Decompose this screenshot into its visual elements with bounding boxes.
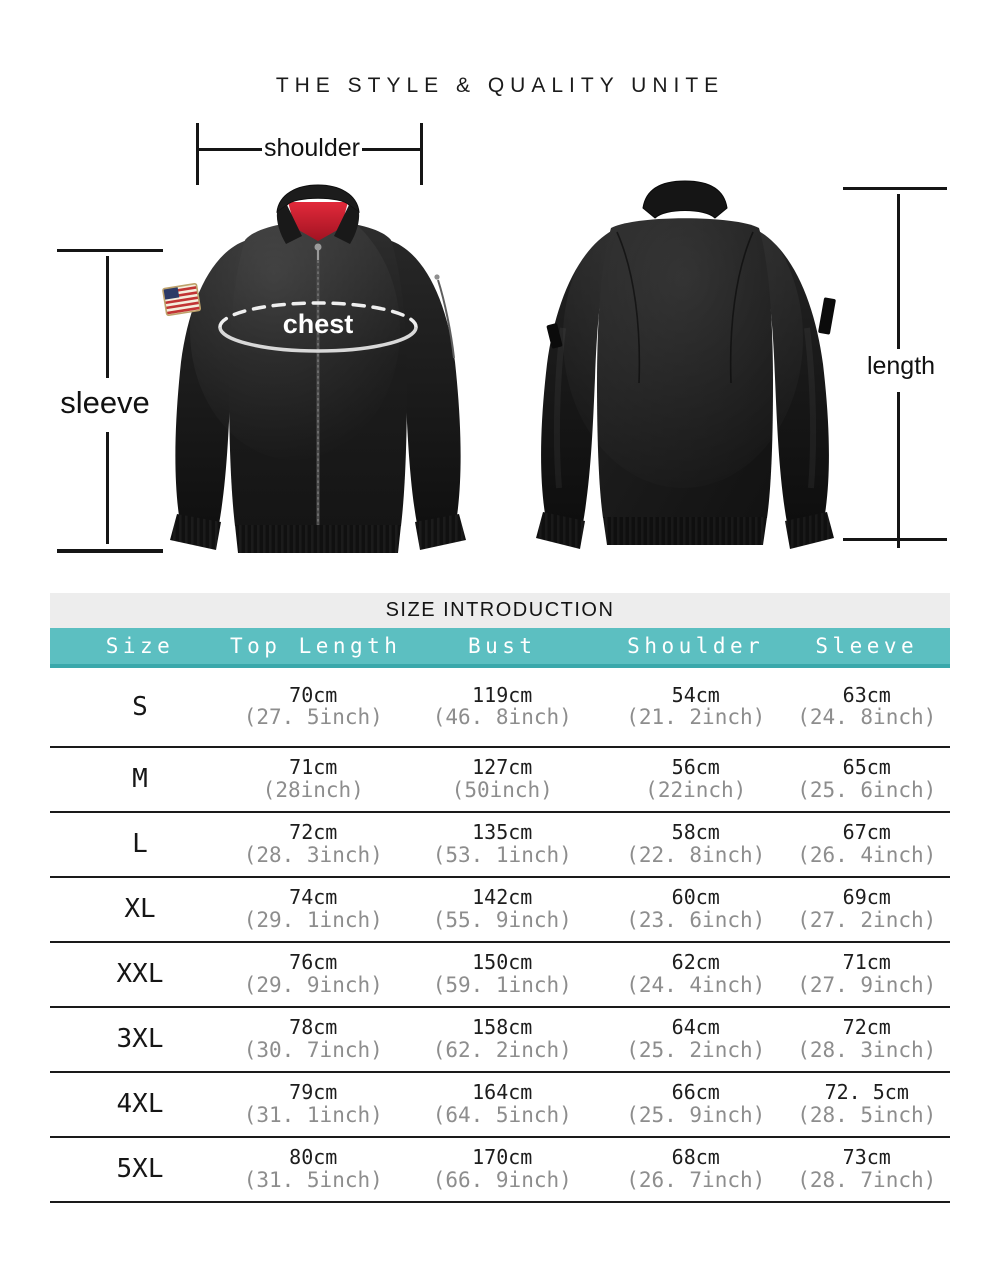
cm-value: 135cm [472,820,533,845]
top-length-cell [230,887,397,931]
shoulder-cell [608,1017,784,1061]
bomber-jacket-back-image [515,178,850,563]
size-label: 4XL [116,1089,164,1120]
bust-cell [397,1082,609,1126]
bust-cell [397,887,609,931]
cm-value: 66cm [671,1080,720,1105]
sleeve-cell [784,952,951,996]
inch-value: (26. 4inch) [797,842,937,867]
cm-value: 63cm [842,682,891,707]
table-row-l [50,813,950,878]
inch-value: (64. 5inch) [432,1102,572,1127]
shoulder-cell [608,682,784,730]
inch-value: (46. 8inch) [432,705,572,730]
sleeve-cell [784,1082,951,1126]
size-label: L [132,829,148,860]
cm-value: 158cm [472,1015,533,1040]
col-header-size: Size [105,634,175,658]
col-header-sleeve: Sleeve [815,634,919,658]
sleeve-bracket-top-cap [57,249,163,252]
cm-value: 119cm [472,682,533,707]
back-fabric-sheen [563,188,803,488]
table-row-5xl [50,1138,950,1203]
cm-value: 74cm [289,885,338,910]
sleeve-bracket-bottom-cap [57,549,163,553]
size-label: 5XL [116,1154,164,1185]
bust-cell [397,952,609,996]
size-label: S [132,691,148,722]
sleeve-cell [784,822,951,866]
inch-value: (24. 4inch) [626,972,766,997]
cm-value: 76cm [289,950,338,975]
inch-value: (53. 1inch) [432,842,572,867]
page-title: THE STYLE & QUALITY UNITE [275,74,725,97]
inch-value: (28. 3inch) [243,842,383,867]
chest-measure-label: chest [282,309,354,339]
cm-value: 64cm [671,1015,720,1040]
bust-cell [397,757,609,801]
inch-value: (25. 6inch) [797,777,937,802]
cm-value: 80cm [289,1145,338,1170]
length-bracket-line-upper [897,194,900,349]
usa-flag-patch-icon [163,284,201,316]
shoulder-bracket-right-tick [420,123,423,185]
table-row-xl [50,878,950,943]
table-row-s [50,668,950,748]
cm-value: 150cm [472,950,533,975]
inch-value: (28. 7inch) [797,1167,937,1192]
table-row-3xl [50,1008,950,1073]
shoulder-cell [608,822,784,866]
inch-value: (31. 5inch) [243,1167,383,1192]
top-length-cell [230,1017,397,1061]
top-length-cell [230,952,397,996]
inch-value: (25. 2inch) [626,1037,766,1062]
shoulder-cell [608,887,784,931]
cm-value: 71cm [842,950,891,975]
right-sleeve-patch [818,297,836,335]
bust-cell [397,1017,609,1061]
size-table-title: SIZE INTRODUCTION [50,593,950,628]
length-bracket-top-cap [843,187,947,190]
sleeve-zipper-pull [434,274,439,279]
shoulder-cell [608,1147,784,1191]
cm-value: 127cm [472,755,533,780]
top-length-cell [230,682,397,730]
cm-value: 65cm [842,755,891,780]
cm-value: 69cm [842,885,891,910]
inch-value: (31. 1inch) [243,1102,383,1127]
bomber-jacket-front-image [155,180,485,570]
table-row-4xl [50,1073,950,1138]
top-length-cell [230,822,397,866]
cm-value: 56cm [671,755,720,780]
cm-value: 164cm [472,1080,533,1105]
bust-cell [397,682,609,730]
cm-value: 62cm [671,950,720,975]
size-label: 3XL [116,1024,164,1055]
inch-value: (62. 2inch) [432,1037,572,1062]
size-label: M [132,764,148,795]
length-bracket-line-lower [897,392,900,548]
zipper-pull [315,244,322,251]
inch-value: (23. 6inch) [626,907,766,932]
bust-cell [397,1147,609,1191]
sleeve-bracket-line-lower [106,432,109,544]
top-length-cell [230,757,397,801]
inch-value: (66. 9inch) [432,1167,572,1192]
shoulder-cell [608,952,784,996]
back-hem-band [603,517,767,545]
shoulder-bracket-left-tick [196,123,199,185]
table-row-xxl [50,943,950,1008]
cm-value: 170cm [472,1145,533,1170]
top-length-cell [230,1082,397,1126]
cm-value: 58cm [671,820,720,845]
inch-value: (30. 7inch) [243,1037,383,1062]
col-header-bust: Bust [467,634,537,658]
cm-value: 72cm [842,1015,891,1040]
cm-value: 54cm [671,682,720,707]
inch-value: (29. 9inch) [243,972,383,997]
cm-value: 72. 5cm [824,1080,909,1105]
cm-value: 142cm [472,885,533,910]
size-label: XL [124,894,156,925]
inch-value: (28. 3inch) [797,1037,937,1062]
sleeve-cell [784,757,951,801]
shoulder-cell [608,757,784,801]
cm-value: 60cm [671,885,720,910]
bust-cell [397,822,609,866]
inch-value: (27. 2inch) [797,907,937,932]
inch-value: (22. 8inch) [626,842,766,867]
length-measure-label: length [866,352,936,380]
sleeve-bracket-line-upper [106,256,109,378]
inch-value: (25. 9inch) [626,1102,766,1127]
sleeve-cell [784,887,951,931]
length-bracket-bottom-cap [843,538,947,541]
inch-value: (22inch) [645,777,747,802]
inch-value: (24. 8inch) [797,705,937,730]
cm-value: 78cm [289,1015,338,1040]
inch-value: (29. 1inch) [243,907,383,932]
inch-value: (26. 7inch) [626,1167,766,1192]
col-header-top-length: Top Length [230,634,402,658]
cm-value: 70cm [289,682,338,707]
top-length-cell [230,1147,397,1191]
inch-value: (50inch) [451,777,553,802]
shoulder-measure-label: shoulder [264,134,360,162]
cm-value: 68cm [671,1145,720,1170]
inch-value: (59. 1inch) [432,972,572,997]
inch-value: (27. 9inch) [797,972,937,997]
col-header-shoulder: Shoulder [627,634,765,658]
sleeve-measure-label: sleeve [60,385,150,420]
shoulder-cell [608,1082,784,1126]
size-table [50,593,950,1203]
inch-value: (28inch) [262,777,364,802]
table-header-row [50,628,950,668]
cm-value: 67cm [842,820,891,845]
size-label: XXL [116,959,164,990]
cm-value: 79cm [289,1080,338,1105]
inch-value: (28. 5inch) [797,1102,937,1127]
sleeve-cell [784,682,951,730]
inch-value: (27. 5inch) [243,705,383,730]
cm-value: 71cm [289,755,338,780]
cm-value: 73cm [842,1145,891,1170]
inch-value: (55. 9inch) [432,907,572,932]
cm-value: 72cm [289,820,338,845]
sleeve-cell [784,1147,951,1191]
inch-value: (21. 2inch) [626,705,766,730]
table-row-m [50,748,950,813]
sleeve-cell [784,1017,951,1061]
front-hem-band [235,525,401,553]
